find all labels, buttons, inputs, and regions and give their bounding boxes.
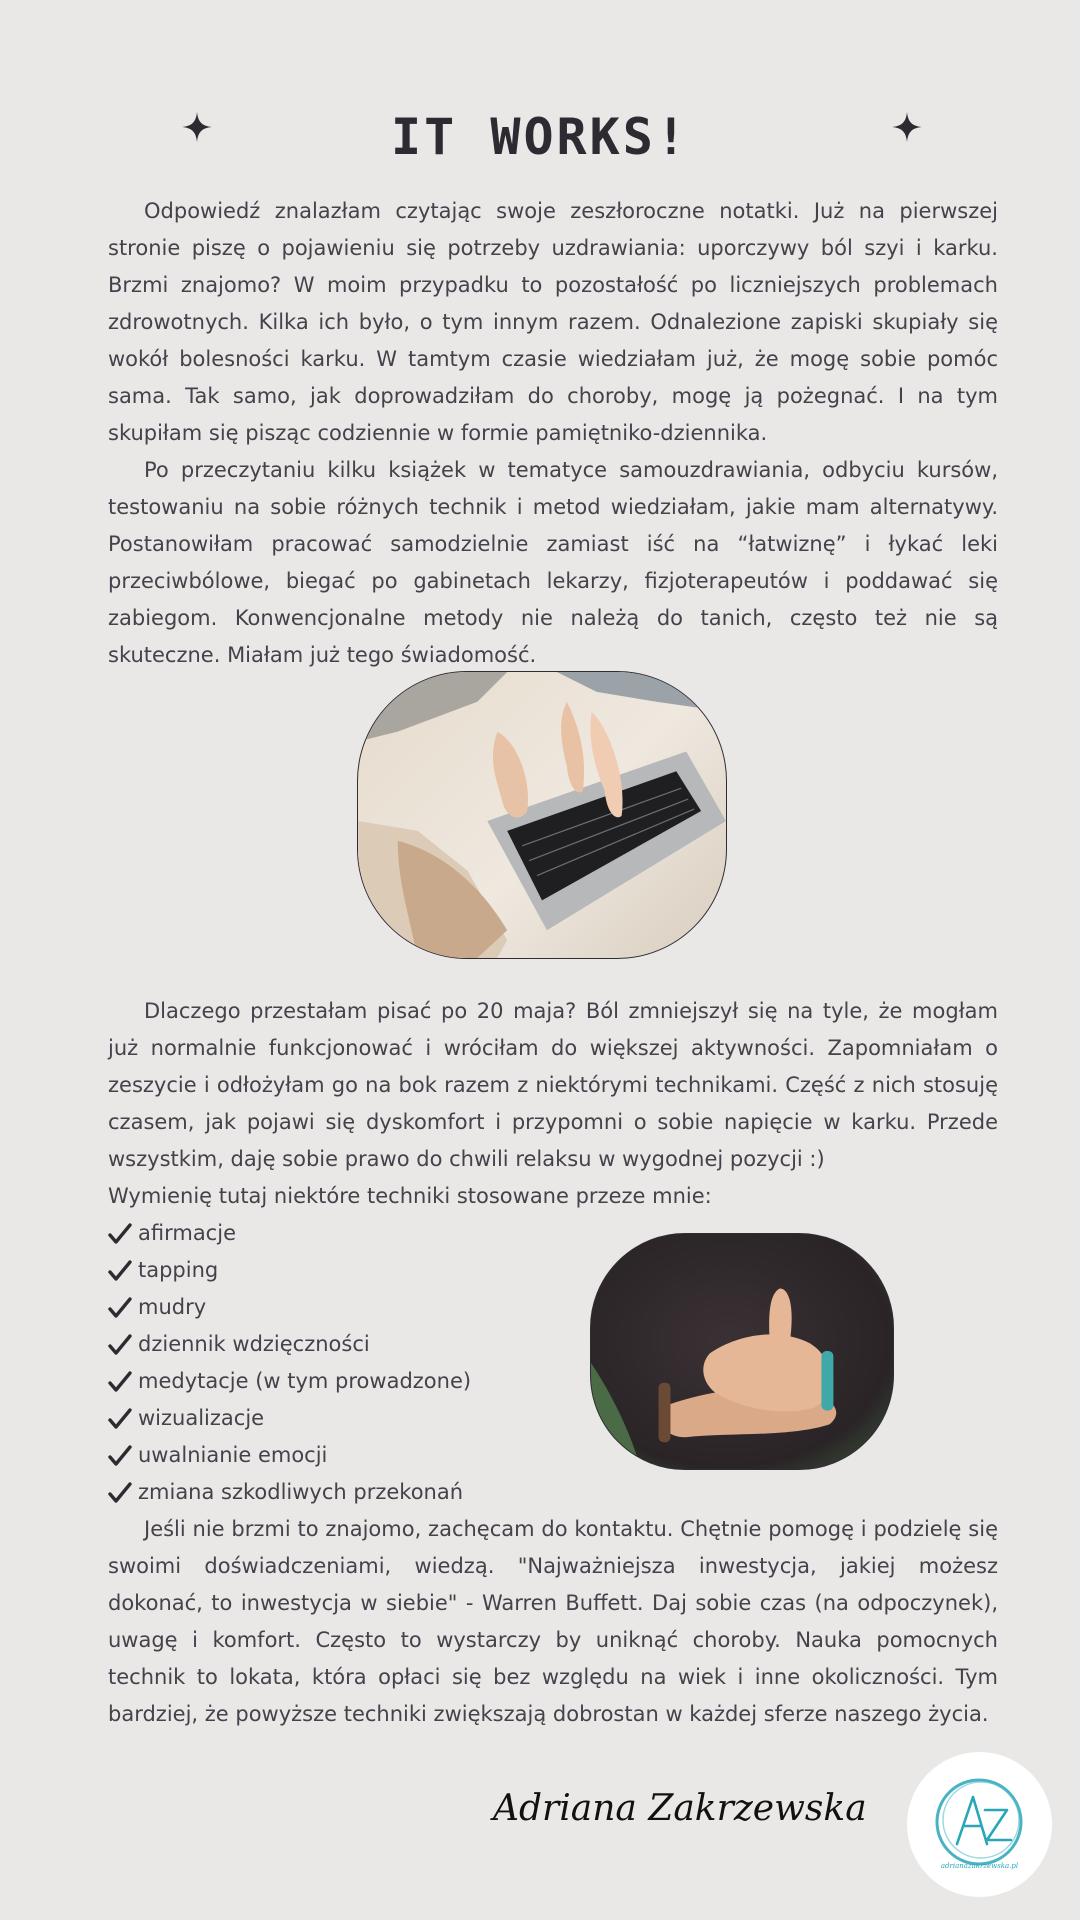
- list-item: [108, 1474, 471, 1511]
- list-item: [108, 1326, 471, 1363]
- checkmark-icon: [108, 1444, 132, 1468]
- list-item-label: tapping: [138, 1258, 219, 1282]
- brand-logo: [907, 1752, 1052, 1897]
- list-item: [108, 1289, 471, 1326]
- list-item: [108, 1400, 471, 1437]
- list-item-label: zmiana szkodliwych przekonań: [138, 1480, 464, 1504]
- list-item: [108, 1252, 471, 1289]
- checkmark-icon: [108, 1222, 132, 1246]
- list-item-label: wizualizacje: [138, 1406, 265, 1430]
- signature-text: Adriana Zakrzewska: [493, 1788, 867, 1829]
- page-title: IT WORKS!: [391, 108, 689, 166]
- checkmark-icon: [108, 1407, 132, 1431]
- paragraph-3: Dlaczego przestałam pisać po 20 maja? Ból zmniejszył się na tyle, że mogłam już normalnie funkcjonować i wróciłam do większej aktywności. Zapomniałam o zeszycie i odłożyłam go na bok razem z niektórymi technikami. Część z nich stosuję czasem, jak pojawi się dyskomfort i przypomni o sobie napięcie w karku. Przede wszystkim, daję sobie prawo do chwili relaksu w wygodnej pozycji :): [108, 999, 998, 1171]
- checkmark-icon: [108, 1333, 132, 1357]
- list-intro: Wymienię tutaj niektóre techniki stosowane przeze mnie:: [108, 1184, 712, 1208]
- body-text: [108, 993, 998, 1215]
- list-item-label: mudry: [138, 1295, 207, 1319]
- list-item: [108, 1437, 471, 1474]
- techniques-list: [108, 1215, 471, 1511]
- list-item-label: afirmacje: [138, 1221, 236, 1245]
- list-item-label: uwalnianie emocji: [138, 1443, 328, 1467]
- list-item-label: dziennik wdzięczności: [138, 1332, 370, 1356]
- paragraph-4: Jeśli nie brzmi to znajomo, zachęcam do kontaktu. Chętnie pomogę i podzielę się swoimi doświadczeniami, wiedzą. "Najważniejsza inwestycja, jakiej możesz dokonać, to inwestycja w siebie" - Warren Buffett. Daj sobie czas (na odpoczynek), uwagę i komfort. Często to wystarczy by uniknąć choroby. Nauka pomocnych technik to lokata, która opłaci się bez względu na wiek i inne okoliczności. Tym bardziej, że powyższe techniki zwiększają dobrostan w każdej sferze naszego życia.: [108, 1517, 998, 1726]
- intro-text: [108, 193, 998, 674]
- list-item: [108, 1363, 471, 1400]
- hand-gesture-photo: [590, 1233, 894, 1470]
- list-item: [108, 1215, 471, 1252]
- paragraph-2: Po przeczytaniu kilku książek w tematyce samouzdrawiania, odbyciu kursów, testowaniu na sobie różnych technik i metod wiedziałam, jakie mam alternatywy. Postanowiłam pracować samodzielnie zamiast iść na “łatwiznę” i łykać leki przeciwbólowe, biegać po gabinetach lekarzy, fizjoterapeutów i poddawać się zabiegom. Konwencjonalne metody nie należą do tanich, często też nie są skuteczne. Miałam już tego świadomość.: [108, 458, 998, 667]
- checkmark-icon: [108, 1370, 132, 1394]
- checkmark-icon: [108, 1481, 132, 1505]
- paragraph-1: Odpowiedź znalazłam czytając swoje zeszłoroczne notatki. Już na pierwszej stronie piszę o pojawieniu się potrzeby uzdrawiania: uporczywy ból szyi i karku. Brzmi znajomo? W moim przypadku to pozostałość po liczniejszych problemach zdrowotnych. Kilka ich było, o tym innym razem. Odnalezione zapiski skupiały się wokół bolesności karku. W tamtym czasie wiedziałam już, że mogę sobie pomóc sama. Tak samo, jak doprowadziłam do choroby, mogę ją pożegnać. I na tym skupiłam się pisząc codziennie w formie pamiętniko-dziennika.: [108, 199, 998, 445]
- list-item-label: medytacje (w tym prowadzone): [138, 1369, 472, 1393]
- logo-url: adrianazakrzewska.pl: [940, 1862, 1019, 1870]
- signature: [485, 1770, 867, 1860]
- closing-text: [108, 1511, 998, 1733]
- checkmark-icon: [108, 1296, 132, 1320]
- laptop-hands-photo: [357, 671, 727, 959]
- checkmark-icon: [108, 1259, 132, 1283]
